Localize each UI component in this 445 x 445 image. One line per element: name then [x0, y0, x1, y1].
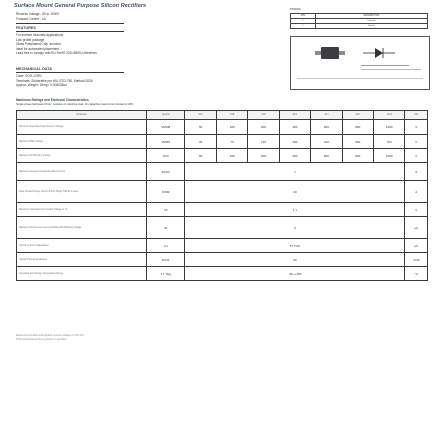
row-value: 560 — [342, 135, 373, 149]
row-value: 600 — [311, 149, 342, 163]
row-value: 700 — [374, 135, 405, 149]
footnotes — [16, 334, 84, 342]
mech-list — [16, 74, 93, 88]
row-value: 100 — [216, 120, 247, 135]
row-value: 30 — [185, 181, 405, 203]
pinning-cell: 2 — [291, 23, 316, 28]
row-unit: V — [405, 203, 428, 217]
row-parameter: Maximum RMS Voltage — [17, 135, 147, 149]
row-symbol: CJ — [147, 239, 185, 253]
feature-item: Glass Passivated Chip Junction — [16, 42, 61, 47]
table-row — [17, 135, 428, 149]
pinning-head-description: DESCRIPTION — [316, 14, 428, 19]
pinning-head-pin: PIN — [291, 14, 316, 19]
ratings-note: Single phase half-wave 60 Hz, resistive or inductive load, for capacitive load current derate by 20% — [16, 103, 134, 106]
package-lead-right — [339, 51, 345, 55]
mech-item: Approx. Weight: 18mg / 0.000635oz — [16, 83, 67, 88]
col-head: S1B — [216, 111, 247, 120]
row-value: 8 (TYP) — [185, 239, 405, 253]
footnote-item: Measured at 1MHz and applied reverse voltage of 4.0V DC — [16, 334, 84, 337]
row-value: 1000 — [374, 120, 405, 135]
table-row — [17, 149, 428, 163]
table-row — [17, 120, 428, 135]
features-divider — [16, 31, 124, 32]
row-parameter: Operating and Storage Temperature Range — [17, 267, 147, 281]
row-unit: uA — [405, 217, 428, 239]
row-value: 35 — [185, 135, 216, 149]
ratings-table — [16, 110, 428, 281]
package-caption-line — [361, 69, 421, 70]
row-value: 600 — [311, 120, 342, 135]
row-value: 200 — [248, 149, 279, 163]
row-value: 400 — [279, 149, 310, 163]
row-value: 100 — [216, 149, 247, 163]
row-symbol: VDC — [147, 149, 185, 163]
features-heading: FEATURES — [16, 26, 36, 30]
row-unit: °C — [405, 267, 428, 281]
row-symbol: VF — [147, 203, 185, 217]
package-illustration — [290, 36, 430, 90]
table-row — [17, 253, 428, 267]
diode-symbol-icon — [363, 45, 397, 61]
row-value: 1.1 — [185, 203, 405, 217]
footnote-item: Thermal resistance from junction to ambient — [16, 338, 67, 341]
col-head-parameter: Parameter — [17, 111, 147, 120]
row-parameter: Peak Forward Surge Current 8.3ms Single Half Sine-wave — [17, 181, 147, 203]
col-head: S1D — [248, 111, 279, 120]
spec-forward-current: Forward Current - 1A — [16, 17, 46, 21]
table-row — [17, 217, 428, 239]
features-list — [16, 33, 97, 56]
mech-item: Terminals: Solderable per MIL-STD-750, Method 2026 — [16, 78, 93, 83]
row-parameter: Maximum DC Blocking Voltage — [17, 149, 147, 163]
table-row — [17, 239, 428, 253]
ratings-heading: Maximum Ratings and Electrical Characteristics — [16, 98, 89, 102]
row-unit: V — [405, 135, 428, 149]
spec-reverse-voltage: Reverse Voltage - 50 to 1000V — [16, 12, 60, 16]
row-parameter: Typical Thermal Resistance — [17, 253, 147, 267]
pinning-cell: 1 — [291, 18, 316, 23]
row-symbol: VRMS — [147, 135, 185, 149]
pinning-cell: Cathode — [316, 18, 428, 23]
row-parameter: Maximum Repetitive Peak Reverse Voltage — [17, 120, 147, 135]
row-unit: V — [405, 120, 428, 135]
row-symbol: TJ, Tstg — [147, 267, 185, 281]
row-unit: pF — [405, 239, 428, 253]
document-title: Surface Mount General Purpose Silicon Rectifiers — [14, 3, 147, 9]
table-row — [17, 267, 428, 281]
feature-item: Low profile package — [16, 37, 45, 42]
row-symbol: RθJA — [147, 253, 185, 267]
row-unit: °C/W — [405, 253, 428, 267]
row-value: 50 — [185, 253, 405, 267]
mech-item: Case: SOD-123FL — [16, 74, 43, 78]
row-symbol: VRRM — [147, 120, 185, 135]
spec-divider — [16, 23, 124, 24]
table-row — [17, 163, 428, 181]
row-value: 420 — [311, 135, 342, 149]
feature-item: For surface mounted applications — [16, 33, 64, 37]
mech-heading: MECHANICAL DATA — [16, 67, 53, 71]
row-parameter: Typical Junction Capacitance — [17, 239, 147, 253]
feature-item: Lead free in comply with EU RoHS 2011/65/EU directives — [16, 51, 97, 56]
package-label: PINNING — [290, 8, 301, 11]
row-value: 280 — [279, 135, 310, 149]
row-value: 800 — [342, 120, 373, 135]
col-head: S1M — [374, 111, 405, 120]
col-head: S1A — [185, 111, 216, 120]
row-parameter: Maximum DC Reverse Current at Rated DC Blocking Voltage — [17, 217, 147, 239]
row-value: 1 — [185, 163, 405, 181]
col-head: S1K — [342, 111, 373, 120]
col-head-symbol: Symbol — [147, 111, 185, 120]
row-value: 50 — [185, 120, 216, 135]
pinning-cell: Anode — [316, 23, 428, 28]
row-value: 5 — [185, 217, 405, 239]
table-row — [17, 181, 428, 203]
table-row — [17, 203, 428, 217]
row-parameter: Maximum Instantaneous Forward Voltage at 1A — [17, 203, 147, 217]
row-unit: V — [405, 149, 428, 163]
col-head: S1G — [279, 111, 310, 120]
col-head-unit: Unit — [405, 111, 428, 120]
row-symbol: IR — [147, 217, 185, 239]
ratings-header-row — [17, 111, 428, 120]
row-parameter: Maximum Average Forward Rectified Current — [17, 163, 147, 181]
row-value: 200 — [248, 120, 279, 135]
row-value: 1000 — [374, 149, 405, 163]
row-value: -55~+150 — [185, 267, 405, 281]
row-unit: A — [405, 181, 428, 203]
package-caption-line — [361, 65, 409, 66]
package-chip — [321, 47, 339, 59]
row-symbol: IFSM — [147, 181, 185, 203]
row-value: 140 — [248, 135, 279, 149]
row-value: 70 — [216, 135, 247, 149]
pinning-table — [290, 13, 428, 29]
row-value: 800 — [342, 149, 373, 163]
row-value: 50 — [185, 149, 216, 163]
row-value: 400 — [279, 120, 310, 135]
col-head: S1J — [311, 111, 342, 120]
row-symbol: IF(AV) — [147, 163, 185, 181]
mech-divider — [16, 72, 124, 73]
feature-item: Ideal for automated placement — [16, 46, 60, 51]
package-caption-line — [297, 78, 423, 79]
row-unit: A — [405, 163, 428, 181]
